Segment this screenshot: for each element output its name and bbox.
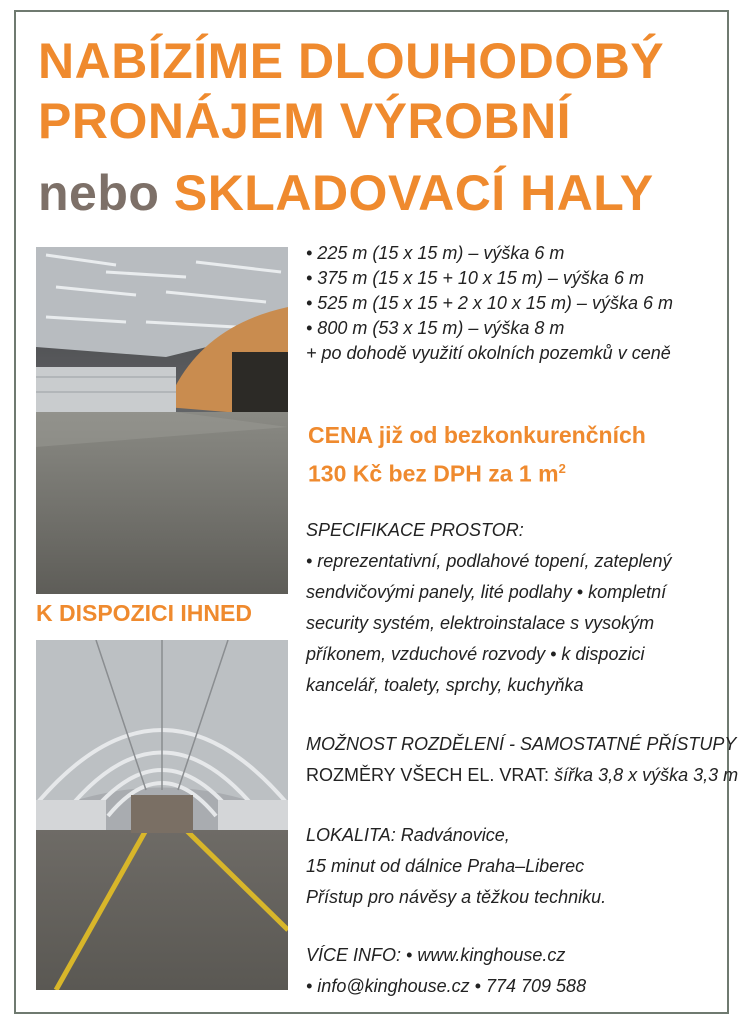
land-use-note: + po dohodě využití okolních pozemků v ceně — [306, 343, 671, 363]
specification-block — [306, 515, 721, 701]
division-line: MOŽNOST ROZDĚLENÍ - SAMOSTATNÉ PŘÍSTUPY — [306, 734, 737, 754]
hall-size-item: • 375 m (15 x 15 + 10 x 15 m) – výška 6 m — [306, 268, 644, 288]
specification-line: sendvičovými panely, lité podlahy • kompletní — [306, 582, 667, 602]
specification-line: příkonem, vzduchové rozvody • k dispozici — [306, 644, 645, 664]
price-line-2 — [308, 452, 646, 491]
specification-heading: SPECIFIKACE PROSTOR: — [306, 520, 524, 540]
price-line-1: CENA již od bezkonkurenčních — [308, 422, 646, 448]
price-block — [308, 418, 646, 491]
hall-size-item: • 525 m (15 x 15 + 2 x 10 x 15 m) – výška 6 m — [306, 293, 673, 313]
location-access: Přístup pro návěsy a těžkou techniku. — [306, 887, 607, 907]
specification-line: security systém, elektroinstalace s vysokým — [306, 613, 655, 633]
price-unit-superscript: 2 — [558, 461, 566, 476]
hall-size-item: • 800 m (53 x 15 m) – výška 8 m — [306, 318, 565, 338]
door-dimensions-line — [306, 760, 739, 791]
door-dimensions-label: ROZMĚRY VŠECH EL. VRAT: — [306, 765, 550, 785]
headline-warehouse: SKLADOVACÍ HALY — [173, 165, 654, 221]
arched-hall-interior-photo — [36, 640, 288, 990]
hall-size-list — [306, 241, 721, 366]
headline-line-3 — [38, 165, 654, 221]
headline-line-1: NABÍZÍME DLOUHODOBÝ — [38, 33, 665, 89]
division-block — [306, 729, 739, 791]
location-block — [306, 820, 721, 913]
location-value: Radvánovice, — [395, 825, 510, 845]
specification-line: kancelář, toalety, sprchy, kuchyňka — [306, 675, 584, 695]
availability-note: K DISPOZICI IHNED — [36, 600, 252, 626]
contact-line-2 — [306, 971, 721, 1002]
location-distance: 15 minut od dálnice Praha–Liberec — [306, 856, 585, 876]
door-dimensions-value: šířka 3,8 x výška 3,3 m — [549, 765, 739, 785]
contact-block — [306, 940, 721, 1002]
headline-line-2: PRONÁJEM VÝROBNÍ — [38, 93, 572, 149]
contact-line-1 — [306, 940, 721, 971]
headline-or-word: nebo — [38, 165, 160, 221]
location-line — [306, 820, 721, 851]
contact-website: • www.kinghouse.cz — [401, 945, 566, 965]
specification-line: • reprezentativní, podlahové topení, zateplený — [306, 551, 672, 571]
warehouse-interior-photo — [36, 247, 288, 594]
contact-email: • info@kinghouse.cz — [306, 976, 470, 996]
contact-label: VÍCE INFO: — [306, 945, 402, 965]
price-value: 130 Kč bez DPH za 1 m — [308, 460, 559, 487]
contact-phone: • 774 709 588 — [469, 976, 587, 996]
hall-size-item: • 225 m (15 x 15 m) – výška 6 m — [306, 243, 565, 263]
location-label: LOKALITA: — [306, 825, 396, 845]
